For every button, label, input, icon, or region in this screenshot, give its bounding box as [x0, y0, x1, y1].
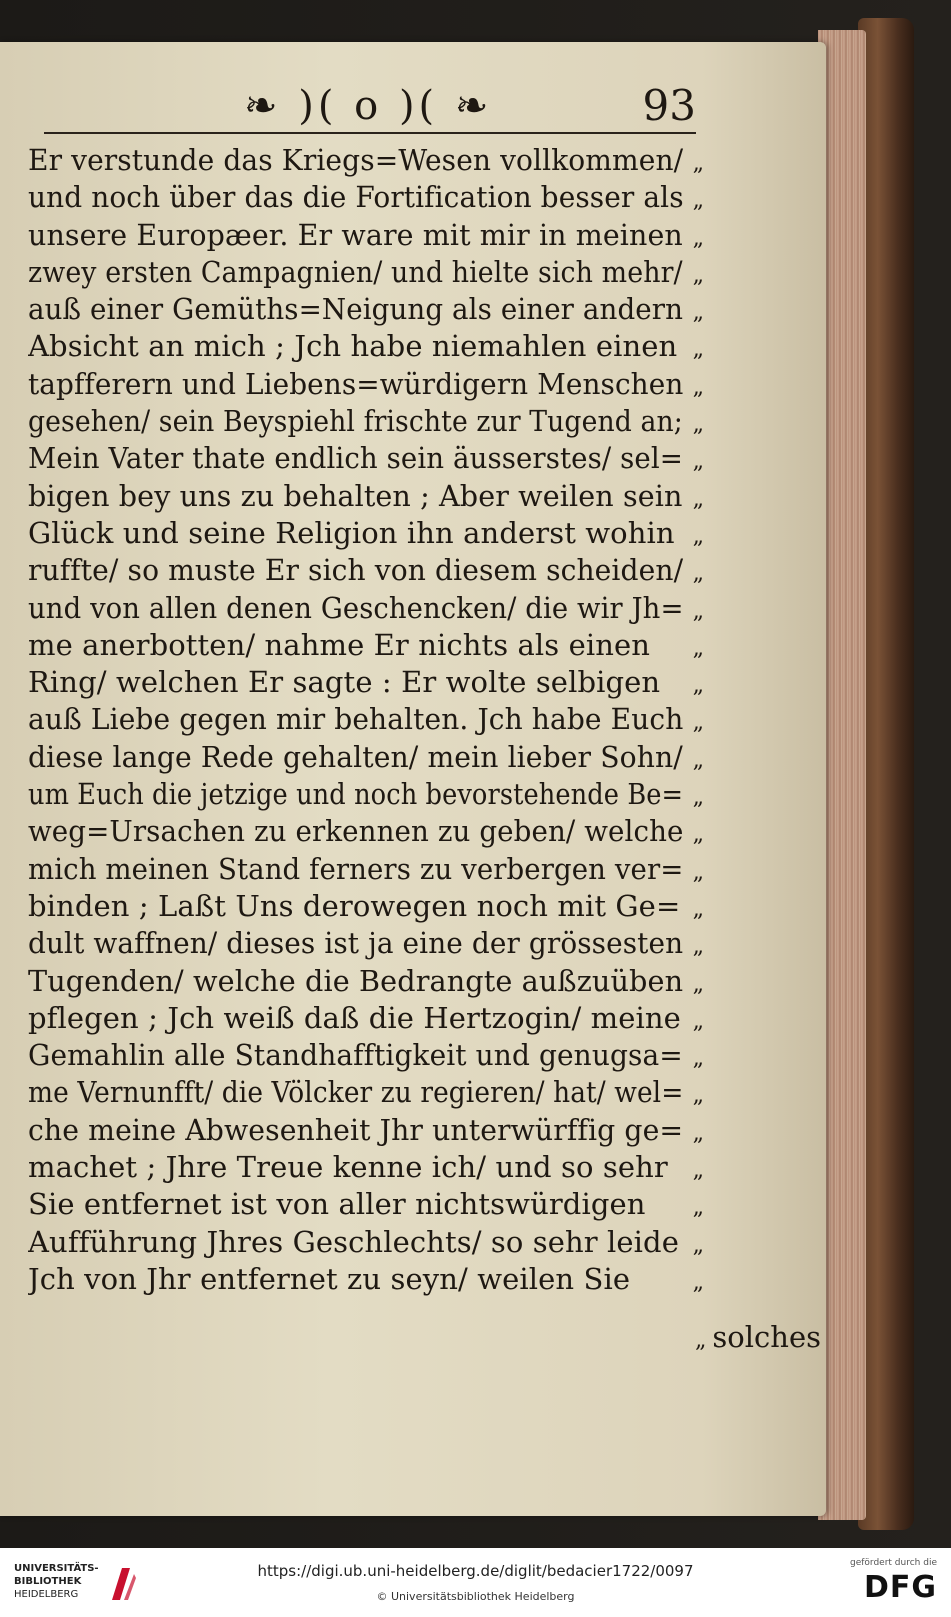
dfg-logo: DFG: [863, 1570, 937, 1605]
header-rule: [44, 132, 696, 134]
quote-mark: „: [692, 1008, 704, 1034]
quote-mark: „: [692, 785, 704, 811]
line-text: und noch über das die Fortification besser als: [28, 180, 684, 215]
line-text: gesehen/ sein Beyspiehl frischte zur Tugend an;: [28, 404, 683, 439]
line-text: me Vernunfft/ die Völcker zu regieren/ hat/ wel=: [28, 1075, 684, 1110]
text-line: [28, 291, 704, 328]
line-text: bigen bey uns zu behalten ; Aber weilen sein: [28, 478, 683, 513]
text-line: [28, 590, 704, 627]
quote-mark: „: [692, 374, 704, 400]
quote-mark: „: [692, 934, 704, 960]
quote-mark: „: [692, 1232, 704, 1258]
line-text: Ring/ welchen Er sagte : Er wolte selbigen: [28, 665, 661, 700]
text-line: [28, 1112, 704, 1149]
quote-mark: „: [692, 151, 704, 176]
line-text: Aufführung Jhres Geschlechts/ so sehr leide: [28, 1224, 679, 1259]
quote-mark: „: [692, 1083, 704, 1109]
quote-mark: „: [692, 412, 704, 438]
text-line: [28, 217, 704, 254]
quote-mark: „: [692, 449, 704, 475]
text-line: [28, 552, 704, 589]
line-text: mich meinen Stand ferners zu verbergen ver=: [28, 851, 684, 886]
text-line: [28, 1224, 704, 1261]
text-line: [28, 1149, 704, 1186]
book-cover-edge: [858, 18, 914, 1530]
text-line: [28, 963, 704, 1000]
line-text: Tugenden/ welche die Bedrangte außzuüben: [28, 963, 684, 998]
line-text: um Euch die jetzige und noch bevorstehende Be=: [28, 777, 684, 812]
quote-mark: „: [692, 1269, 704, 1295]
text-line: [28, 403, 704, 440]
line-text: auß Liebe gegen mir behalten. Jch habe Euch: [28, 702, 684, 737]
line-text: Er verstunde das Kriegs=Wesen vollkommen/: [28, 143, 684, 177]
quote-mark: „: [692, 225, 704, 251]
quote-mark: „: [692, 710, 704, 736]
text-line: [28, 328, 704, 365]
quote-mark: „: [692, 1158, 704, 1184]
line-text: binden ; Laßt Uns derowegen noch mit Ge=: [28, 888, 681, 923]
line-text: auß einer Gemüths=Neigung als einer andern: [28, 292, 684, 327]
header-ornament: ❧ )( o )( ❧: [244, 83, 493, 129]
text-line: [28, 1261, 704, 1298]
text-line: [28, 142, 704, 179]
line-text: pflegen ; Jch weiß daß die Hertzogin/ meine: [28, 1000, 681, 1035]
text-line: [28, 254, 704, 291]
text-line: [28, 925, 704, 962]
quote-mark: „: [692, 188, 704, 214]
text-line: [28, 179, 704, 216]
text-line: [28, 366, 704, 403]
quote-mark: „: [692, 747, 704, 773]
text-line: [28, 1186, 704, 1223]
line-text: Jch von Jhr entfernet zu seyn/ weilen Sie: [28, 1261, 631, 1296]
quote-mark: „: [692, 598, 704, 624]
line-text: Sie entfernet ist von aller nichtswürdigen: [28, 1187, 646, 1222]
quote-mark: „: [692, 822, 704, 848]
viewer-footer: [0, 1548, 951, 1617]
text-line: [28, 515, 704, 552]
line-text: Mein Vater thate endlich sein äusserstes/ sel=: [28, 441, 683, 476]
text-line: [28, 813, 704, 850]
text-line: [28, 888, 704, 925]
text-line: [28, 440, 704, 477]
library-name: UNIVERSITÄTS- BIBLIOTHEK HEIDELBERG: [14, 1563, 99, 1600]
quote-mark: „: [692, 1120, 704, 1146]
quote-mark: „: [692, 1195, 704, 1221]
catchword-text: solches: [712, 1320, 821, 1354]
line-text: me anerbotten/ nahme Er nichts als einen: [28, 627, 651, 662]
text-line: [28, 627, 704, 664]
quote-mark: „: [692, 337, 704, 363]
catchword: [695, 1320, 821, 1354]
page-header: [40, 78, 696, 134]
line-text: diese lange Rede gehalten/ mein lieber Sohn/: [28, 739, 683, 774]
line-text: machet ; Jhre Treue kenne ich/ und so sehr: [28, 1150, 668, 1185]
line-text: Glück und seine Religion ihn anderst wohin: [28, 515, 675, 550]
line-text: Gemahlin alle Standhafftigkeit und genugsa=: [28, 1038, 683, 1073]
text-line: [28, 664, 704, 701]
quote-mark: „: [695, 1328, 707, 1353]
line-text: che meine Abwesenheit Jhr unterwürffig ge=: [28, 1112, 684, 1147]
text-line: [28, 1037, 704, 1074]
quote-mark: „: [692, 1046, 704, 1072]
line-text: ruffte/ so muste Er sich von diesem scheiden/: [28, 553, 684, 588]
quote-mark: „: [692, 523, 704, 549]
quote-mark: „: [692, 673, 704, 699]
quote-mark: „: [692, 971, 704, 997]
line-text: und von allen denen Geschencken/ die wir Jh=: [28, 590, 684, 625]
line-text: Absicht an mich ; Jch habe niemahlen einen: [28, 329, 678, 364]
text-line: [28, 739, 704, 776]
quote-mark: „: [692, 486, 704, 512]
text-line: [28, 851, 704, 888]
quote-mark: „: [692, 262, 704, 288]
quote-mark: „: [692, 561, 704, 587]
text-line: [28, 478, 704, 515]
quote-mark: „: [692, 896, 704, 922]
line-text: weg=Ursachen zu erkennen zu geben/ welche: [28, 814, 684, 849]
text-line: [28, 1000, 704, 1037]
permalink-url[interactable]: https://digi.ub.uni-heidelberg.de/diglit/bedacier1722/0097: [257, 1562, 694, 1580]
dfg-funding[interactable]: [827, 1556, 937, 1612]
copyright-notice: © Universitätsbibliothek Heidelberg: [376, 1590, 575, 1603]
quote-mark: „: [692, 300, 704, 326]
quote-mark: „: [692, 635, 704, 661]
text-line: [28, 776, 704, 813]
funded-by-label: gefördert durch die: [850, 1558, 937, 1568]
line-text: dult waffnen/ dieses ist ja eine der grössesten: [28, 926, 684, 961]
page-number: 93: [642, 81, 696, 130]
quote-mark: „: [692, 859, 704, 885]
line-text: zwey ersten Campagnien/ und hielte sich mehr/: [28, 254, 683, 289]
text-line: [28, 701, 704, 738]
text-line: [28, 1074, 704, 1111]
body-text: [28, 142, 704, 1298]
line-text: unsere Europæer. Er ware mit mir in meinen: [28, 217, 683, 252]
line-text: tapfferern und Liebens=würdigern Menschen: [28, 366, 684, 401]
